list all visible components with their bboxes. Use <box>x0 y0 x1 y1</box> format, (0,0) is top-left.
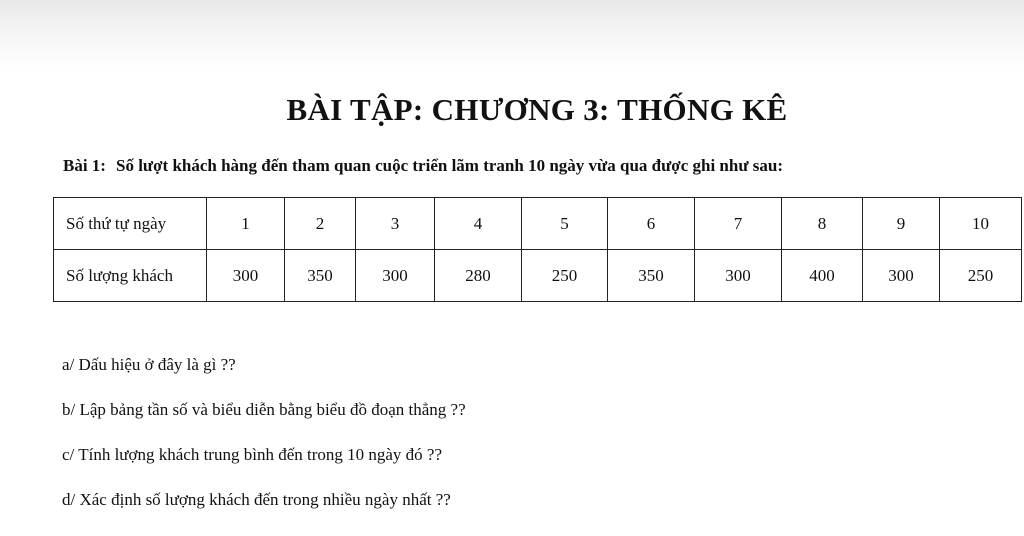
page-title: BÀI TẬP: CHƯƠNG 3: THỐNG KÊ <box>286 92 788 127</box>
question-b: b/ Lập bảng tần số và biểu diễn bằng biểu đồ đoạn thẳng ?? <box>62 400 466 419</box>
photo-top-shadow <box>0 0 1024 70</box>
table-cell: 300 <box>356 250 435 302</box>
question-c: c/ Tính lượng khách trung bình đến trong 10 ngày đó ?? <box>62 445 443 464</box>
table-cell: 3 <box>356 198 435 250</box>
table-cell: 8 <box>782 198 863 250</box>
table-cell: 400 <box>782 250 863 302</box>
question-d: d/ Xác định số lượng khách đến trong nhiều ngày nhất ?? <box>62 490 451 509</box>
data-table <box>53 197 1022 302</box>
table-row-visitor-count <box>54 250 1022 302</box>
question-a: a/ Dấu hiệu ở đây là gì ?? <box>62 355 236 374</box>
problem-text: Số lượt khách hàng đến tham quan cuộc triển lãm tranh 10 ngày vừa qua được ghi như sau: <box>115 156 784 175</box>
table-row-day-index <box>54 198 1022 250</box>
table-cell: 300 <box>863 250 940 302</box>
table-cell: 250 <box>522 250 608 302</box>
table-cell: 300 <box>695 250 782 302</box>
table-cell: 7 <box>695 198 782 250</box>
row-header-visitor-count: Số lượng khách <box>54 250 207 302</box>
table-cell: 6 <box>608 198 695 250</box>
problem-statement <box>63 156 1013 176</box>
table-cell: 300 <box>207 250 285 302</box>
table-cell: 350 <box>285 250 356 302</box>
row-header-day-index: Số thứ tự ngày <box>54 198 207 250</box>
question-list <box>62 352 466 532</box>
table-cell: 350 <box>608 250 695 302</box>
table-cell: 5 <box>522 198 608 250</box>
table-cell: 1 <box>207 198 285 250</box>
table-cell: 9 <box>863 198 940 250</box>
table-cell: 2 <box>285 198 356 250</box>
problem-label: Bài 1: <box>63 156 106 175</box>
table-cell: 10 <box>940 198 1022 250</box>
table-cell: 250 <box>940 250 1022 302</box>
table-cell: 280 <box>435 250 522 302</box>
table-cell: 4 <box>435 198 522 250</box>
